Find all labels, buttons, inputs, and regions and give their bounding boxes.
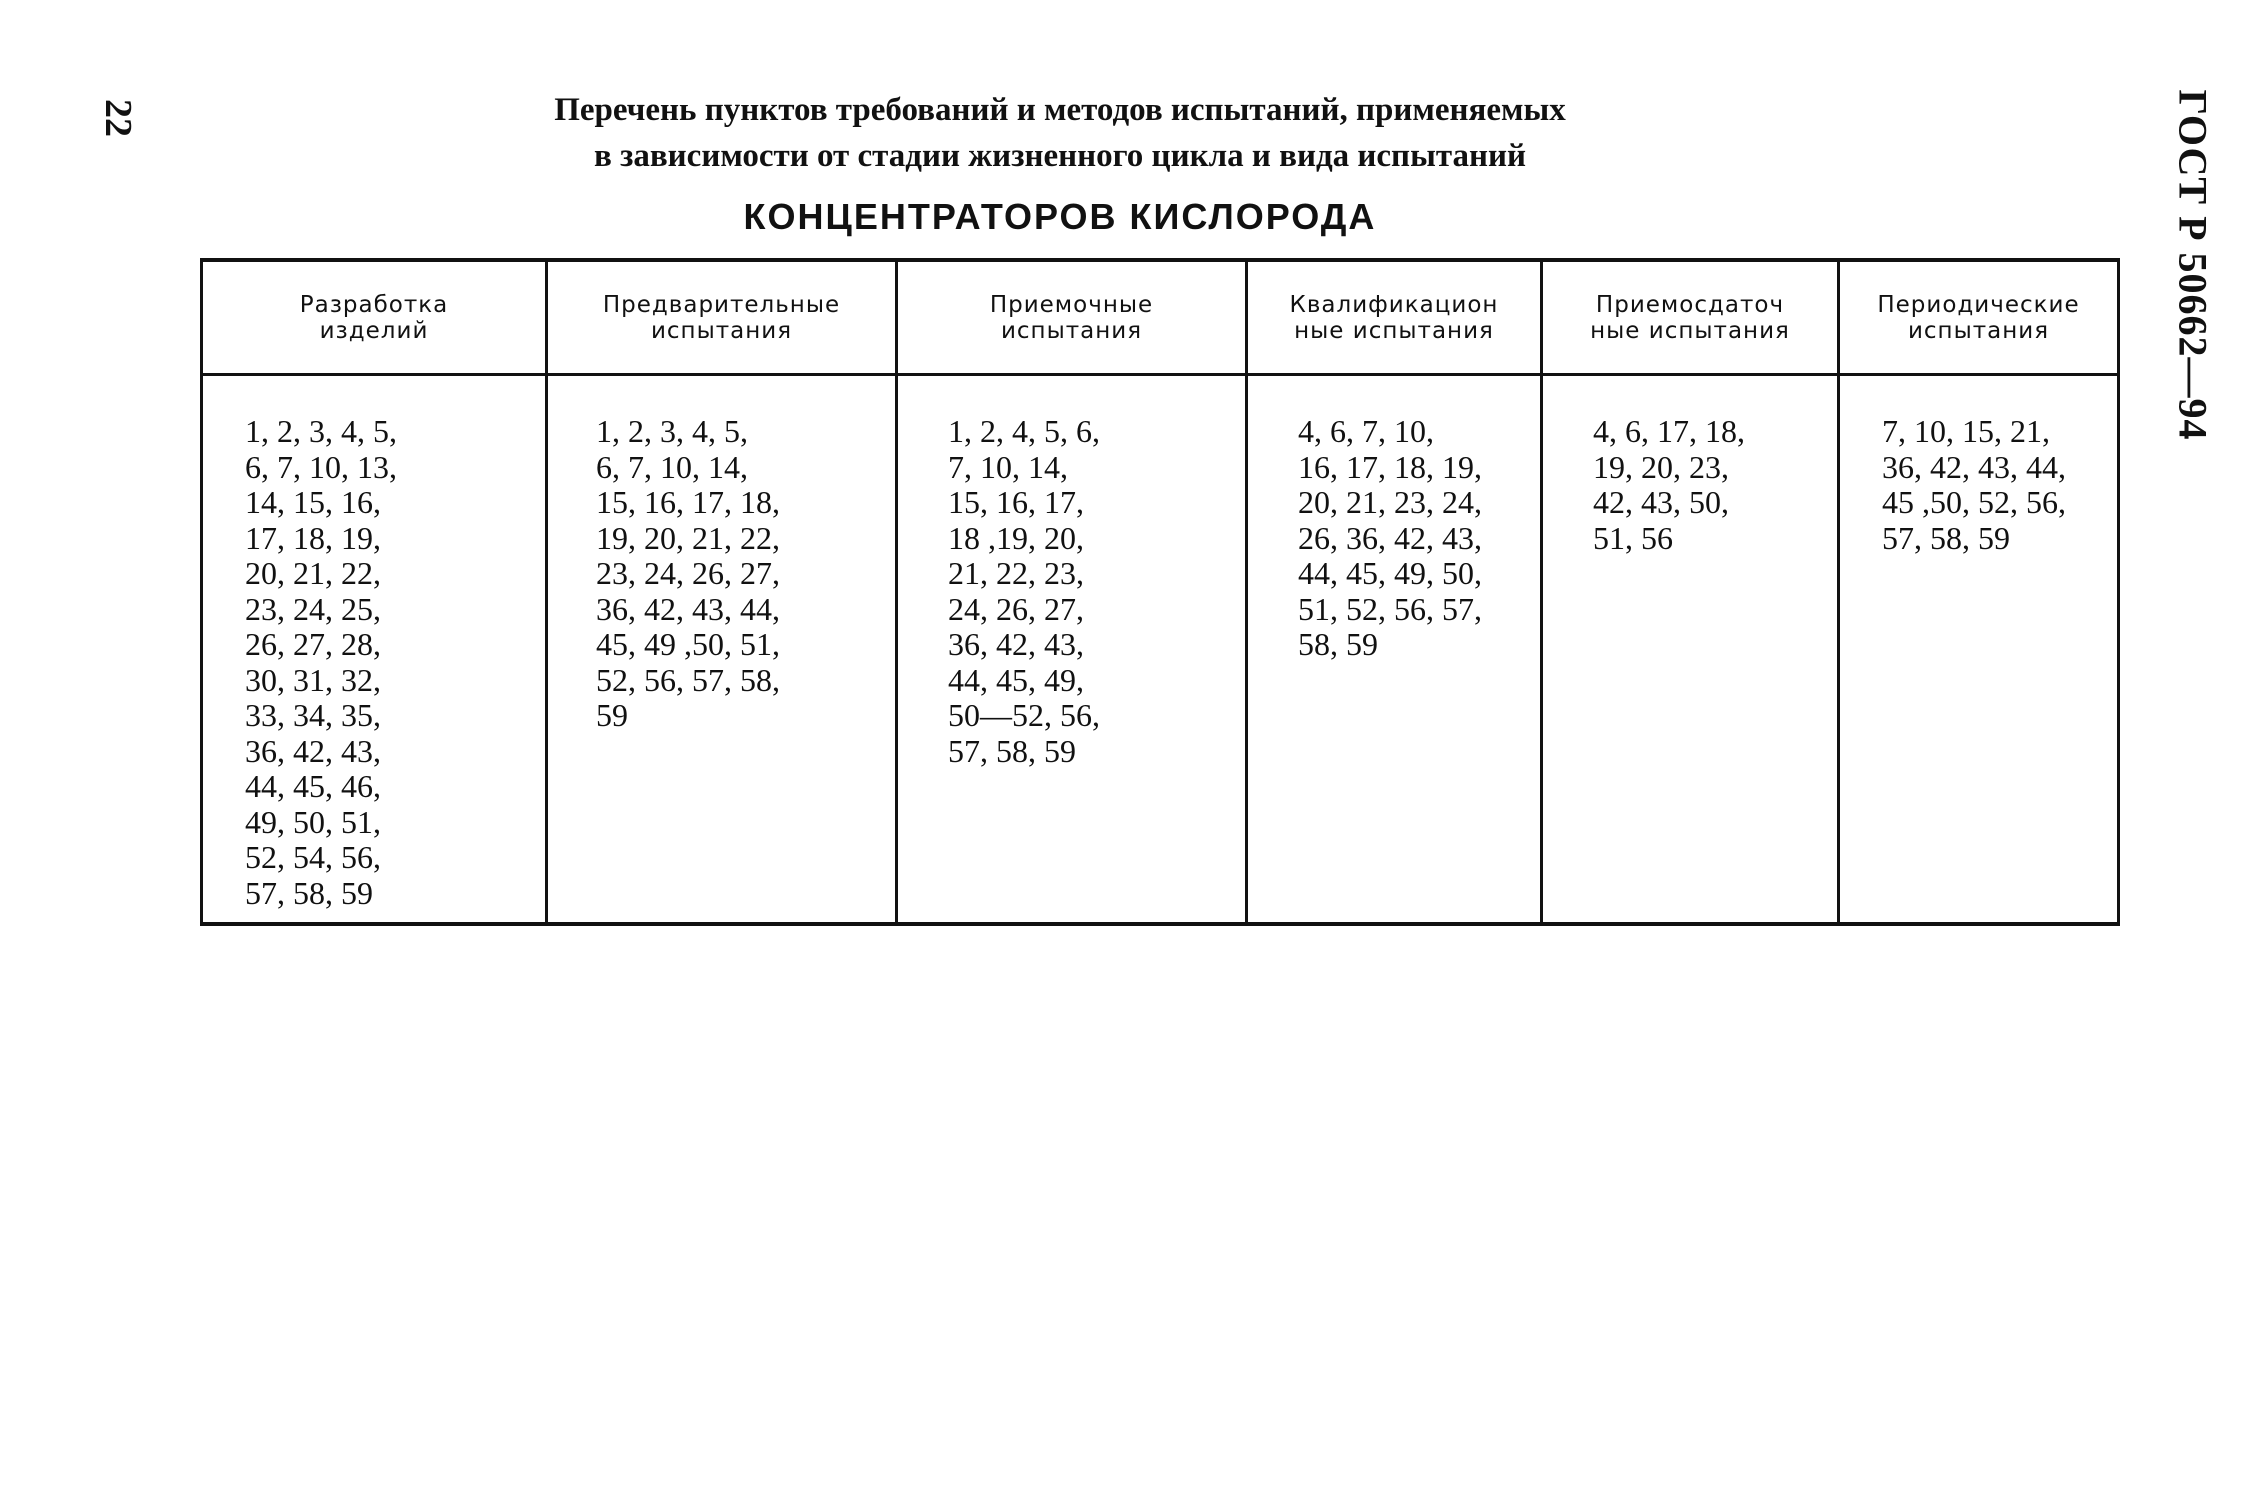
cell-periodic-tests: 7, 10, 15, 21, 36, 42, 43, 44, 45 ,50, 52, 56, 57, 58, 59	[1882, 413, 2066, 556]
table-title-line-2: в зависимости от стадии жизненного цикла и вида испытаний	[594, 138, 1526, 174]
header-development: Разработка изделий	[203, 262, 548, 376]
page-number: 22	[97, 99, 139, 137]
table-title-subject: КОНЦЕНТРАТОРОВ КИСЛОРОДА	[743, 196, 1377, 237]
cell-preliminary-tests: 1, 2, 3, 4, 5, 6, 7, 10, 14, 15, 16, 17, 18, 19, 20, 21, 22, 23, 24, 26, 27, 36, 42, 43, 44, 45, 49 ,50, 51, 52, 56, 57, 58, 59	[548, 376, 898, 922]
header-qualification-tests: Квалификацион ные испытания	[1248, 262, 1543, 376]
header-delivery-acceptance-tests: Приемосдаточ ные испытания	[1543, 262, 1840, 376]
cell-acceptance-tests: 1, 2, 4, 5, 6, 7, 10, 14, 15, 16, 17, 18 ,19, 20, 21, 22, 23, 24, 26, 27, 36, 42, 43, 44, 45, 49, 50—52, 56, 57, 58, 59	[898, 376, 1248, 922]
header-periodic-tests: Периодические испытания	[1840, 262, 2117, 376]
table-title-line-1: Перечень пунктов требований и методов испытаний, применяемых	[554, 92, 1566, 128]
cell-delivery-acceptance-tests: 4, 6, 17, 18, 19, 20, 23, 42, 43, 50, 51, 56	[1543, 376, 1840, 922]
requirements-table	[200, 258, 2120, 926]
cell-development: 1, 2, 3, 4, 5, 6, 7, 10, 13, 14, 15, 16, 17, 18, 19, 20, 21, 22, 23, 24, 25, 26, 27, 28, 30, 31, 32, 33, 34, 35, 36, 42, 43, 44, 45, 46, 49, 50, 51, 52, 54, 56, 57, 58, 59	[203, 376, 548, 922]
header-preliminary-tests: Предварительные испытания	[548, 262, 898, 376]
cell-qualification-tests: 4, 6, 7, 10, 16, 17, 18, 19, 20, 21, 23, 24, 26, 36, 42, 43, 44, 45, 49, 50, 51, 52, 56, 57, 58, 59	[1248, 376, 1543, 922]
standard-identifier: ГОСТ Р 50662—94	[2170, 89, 2216, 441]
header-acceptance-tests: Приемочные испытания	[898, 262, 1248, 376]
